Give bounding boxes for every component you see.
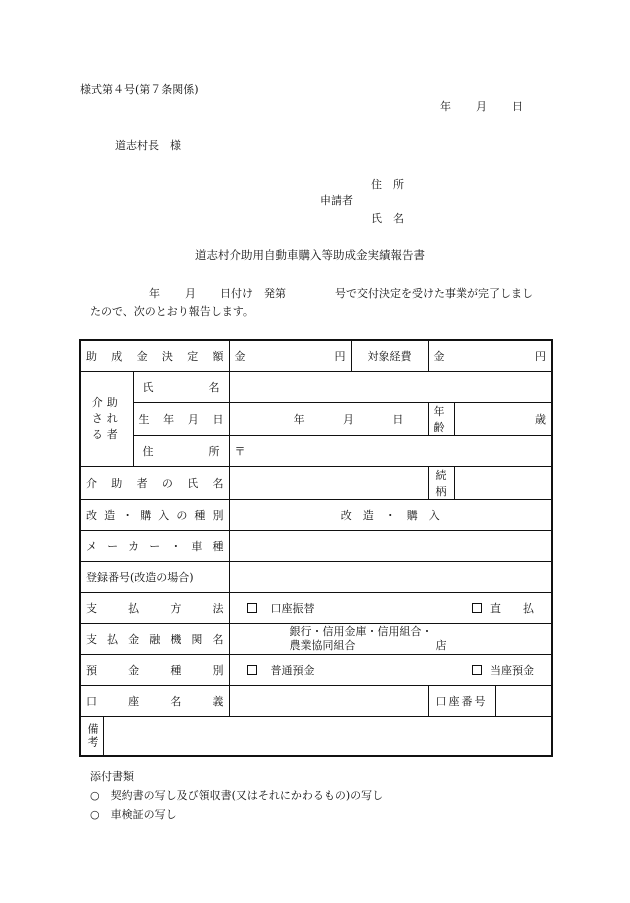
remarks-row [80, 717, 552, 757]
remarks-field[interactable] [104, 717, 551, 755]
checkbox-icon[interactable] [472, 665, 482, 675]
applicant-address-label: 住 所 [371, 178, 404, 191]
applicant-label: 申請者 [320, 194, 353, 207]
assisted-name-row [80, 372, 552, 403]
name-label: 氏 名 [133, 372, 229, 403]
report-form-table [79, 339, 553, 757]
grant-amount-field[interactable] [229, 340, 351, 372]
maker-label: メ ー カ ー ・ 車 種 [80, 531, 229, 562]
bank-label: 支 払 金 融 機 関 名 [80, 624, 229, 655]
deposit-type-row [80, 655, 552, 686]
body-line2: たので、次のとおり報告します。 [90, 305, 254, 318]
body-year: 年 [149, 287, 160, 300]
maker-field[interactable] [229, 531, 552, 562]
age-label: 年齢 [428, 403, 454, 436]
deposit-option-ordinary[interactable]: 普通預金 [247, 662, 315, 678]
date-day-label: 日 [512, 100, 523, 113]
maker-row [80, 531, 552, 562]
attachment-item-1: ○ 契約書の写し及び領収書(又はそれにかわるもの)の写し [90, 789, 384, 802]
date-month-label: 月 [476, 100, 487, 113]
assisted-address-row [80, 436, 552, 467]
payment-option-direct[interactable]: 直 払 [472, 600, 534, 616]
body-month: 月 [185, 287, 196, 300]
target-cost-field[interactable] [428, 340, 552, 372]
dob-row [80, 403, 552, 436]
attachment-item-2: ○ 車検証の写し [90, 808, 177, 821]
remarks-cell [80, 717, 552, 757]
registration-row [80, 562, 552, 593]
account-number-label: 口座番号 [429, 686, 496, 716]
document-title: 道志村介助用自動車購入等助成金実績報告書 [195, 248, 425, 262]
deposit-option-current[interactable]: 当座預金 [472, 662, 534, 678]
applicant-name-label: 氏 名 [371, 212, 404, 225]
modify-type-value[interactable]: 改 造 ・ 購 入 [229, 500, 552, 531]
payment-option-transfer[interactable]: 口座振替 [247, 600, 315, 616]
helper-row [80, 467, 552, 500]
bank-row [80, 624, 552, 655]
postal-mark: 〒 [234, 445, 246, 458]
deposit-type-field [229, 655, 552, 686]
body-line1-tail: 号で交付決定を受けた事業が完了しまし [335, 287, 533, 300]
assisted-person-label: 介助される者 [80, 372, 133, 467]
bank-field[interactable] [229, 624, 552, 655]
form-number: 様式第４号(第７条関係) [80, 83, 199, 96]
payment-method-field [229, 593, 552, 624]
bank-branch-suffix: 店 [435, 639, 447, 652]
payment-method-label: 支 払 方 法 [80, 593, 229, 624]
body-day-issue: 日付け 発第 [220, 287, 286, 300]
age-field[interactable] [454, 403, 552, 436]
dob-label: 生 年 月 日 [133, 403, 229, 436]
address-label: 住 所 [133, 436, 229, 467]
assisted-address-field[interactable] [229, 436, 552, 467]
account-number-cell [428, 686, 552, 717]
registration-label: 登録番号(改造の場合) [80, 562, 229, 593]
yen-suffix: 円 [334, 350, 346, 363]
dob-year: 年 [293, 413, 305, 426]
helper-name-label: 介 助 者 の 氏 名 [80, 467, 229, 500]
relation-label: 続柄 [428, 467, 454, 500]
assisted-name-field[interactable] [229, 372, 552, 403]
remarks-label: 備考 [81, 717, 104, 755]
target-cost-label: 対象経費 [351, 340, 428, 372]
account-number-field[interactable] [496, 686, 552, 716]
account-holder-label: 口 座 名 義 [80, 686, 229, 717]
bank-types-line2: 農業協同組合 [289, 639, 356, 652]
registration-field[interactable] [229, 562, 552, 593]
yen-prefix: 金 [234, 350, 246, 363]
checkbox-icon[interactable] [247, 603, 257, 613]
attachments-heading: 添付書類 [90, 770, 134, 783]
dob-field[interactable] [229, 403, 428, 436]
dob-month: 月 [342, 413, 354, 426]
yen-suffix-2: 円 [535, 350, 546, 363]
modify-type-label: 改 造 ・ 購 入 の 種 別 [80, 500, 229, 531]
grant-amount-label-text: 助 成 金 決 定 額 [86, 350, 224, 363]
bank-types-line1: 銀行・信用金庫・信用組合・ [289, 625, 433, 638]
age-unit: 歳 [535, 413, 546, 426]
grant-amount-label [80, 340, 229, 372]
dob-day: 日 [392, 413, 404, 426]
addressee: 道志村長 様 [115, 139, 181, 152]
yen-prefix-2: 金 [433, 350, 445, 363]
relation-field[interactable] [454, 467, 552, 500]
deposit-type-label: 預 金 種 別 [80, 655, 229, 686]
payment-method-row [80, 593, 552, 624]
date-year-label: 年 [440, 100, 451, 113]
grant-amount-row [80, 340, 552, 372]
modify-type-row [80, 500, 552, 531]
account-row [80, 686, 552, 717]
checkbox-icon[interactable] [472, 603, 482, 613]
helper-name-field[interactable] [229, 467, 428, 500]
account-holder-field[interactable] [229, 686, 428, 717]
checkbox-icon[interactable] [247, 665, 257, 675]
